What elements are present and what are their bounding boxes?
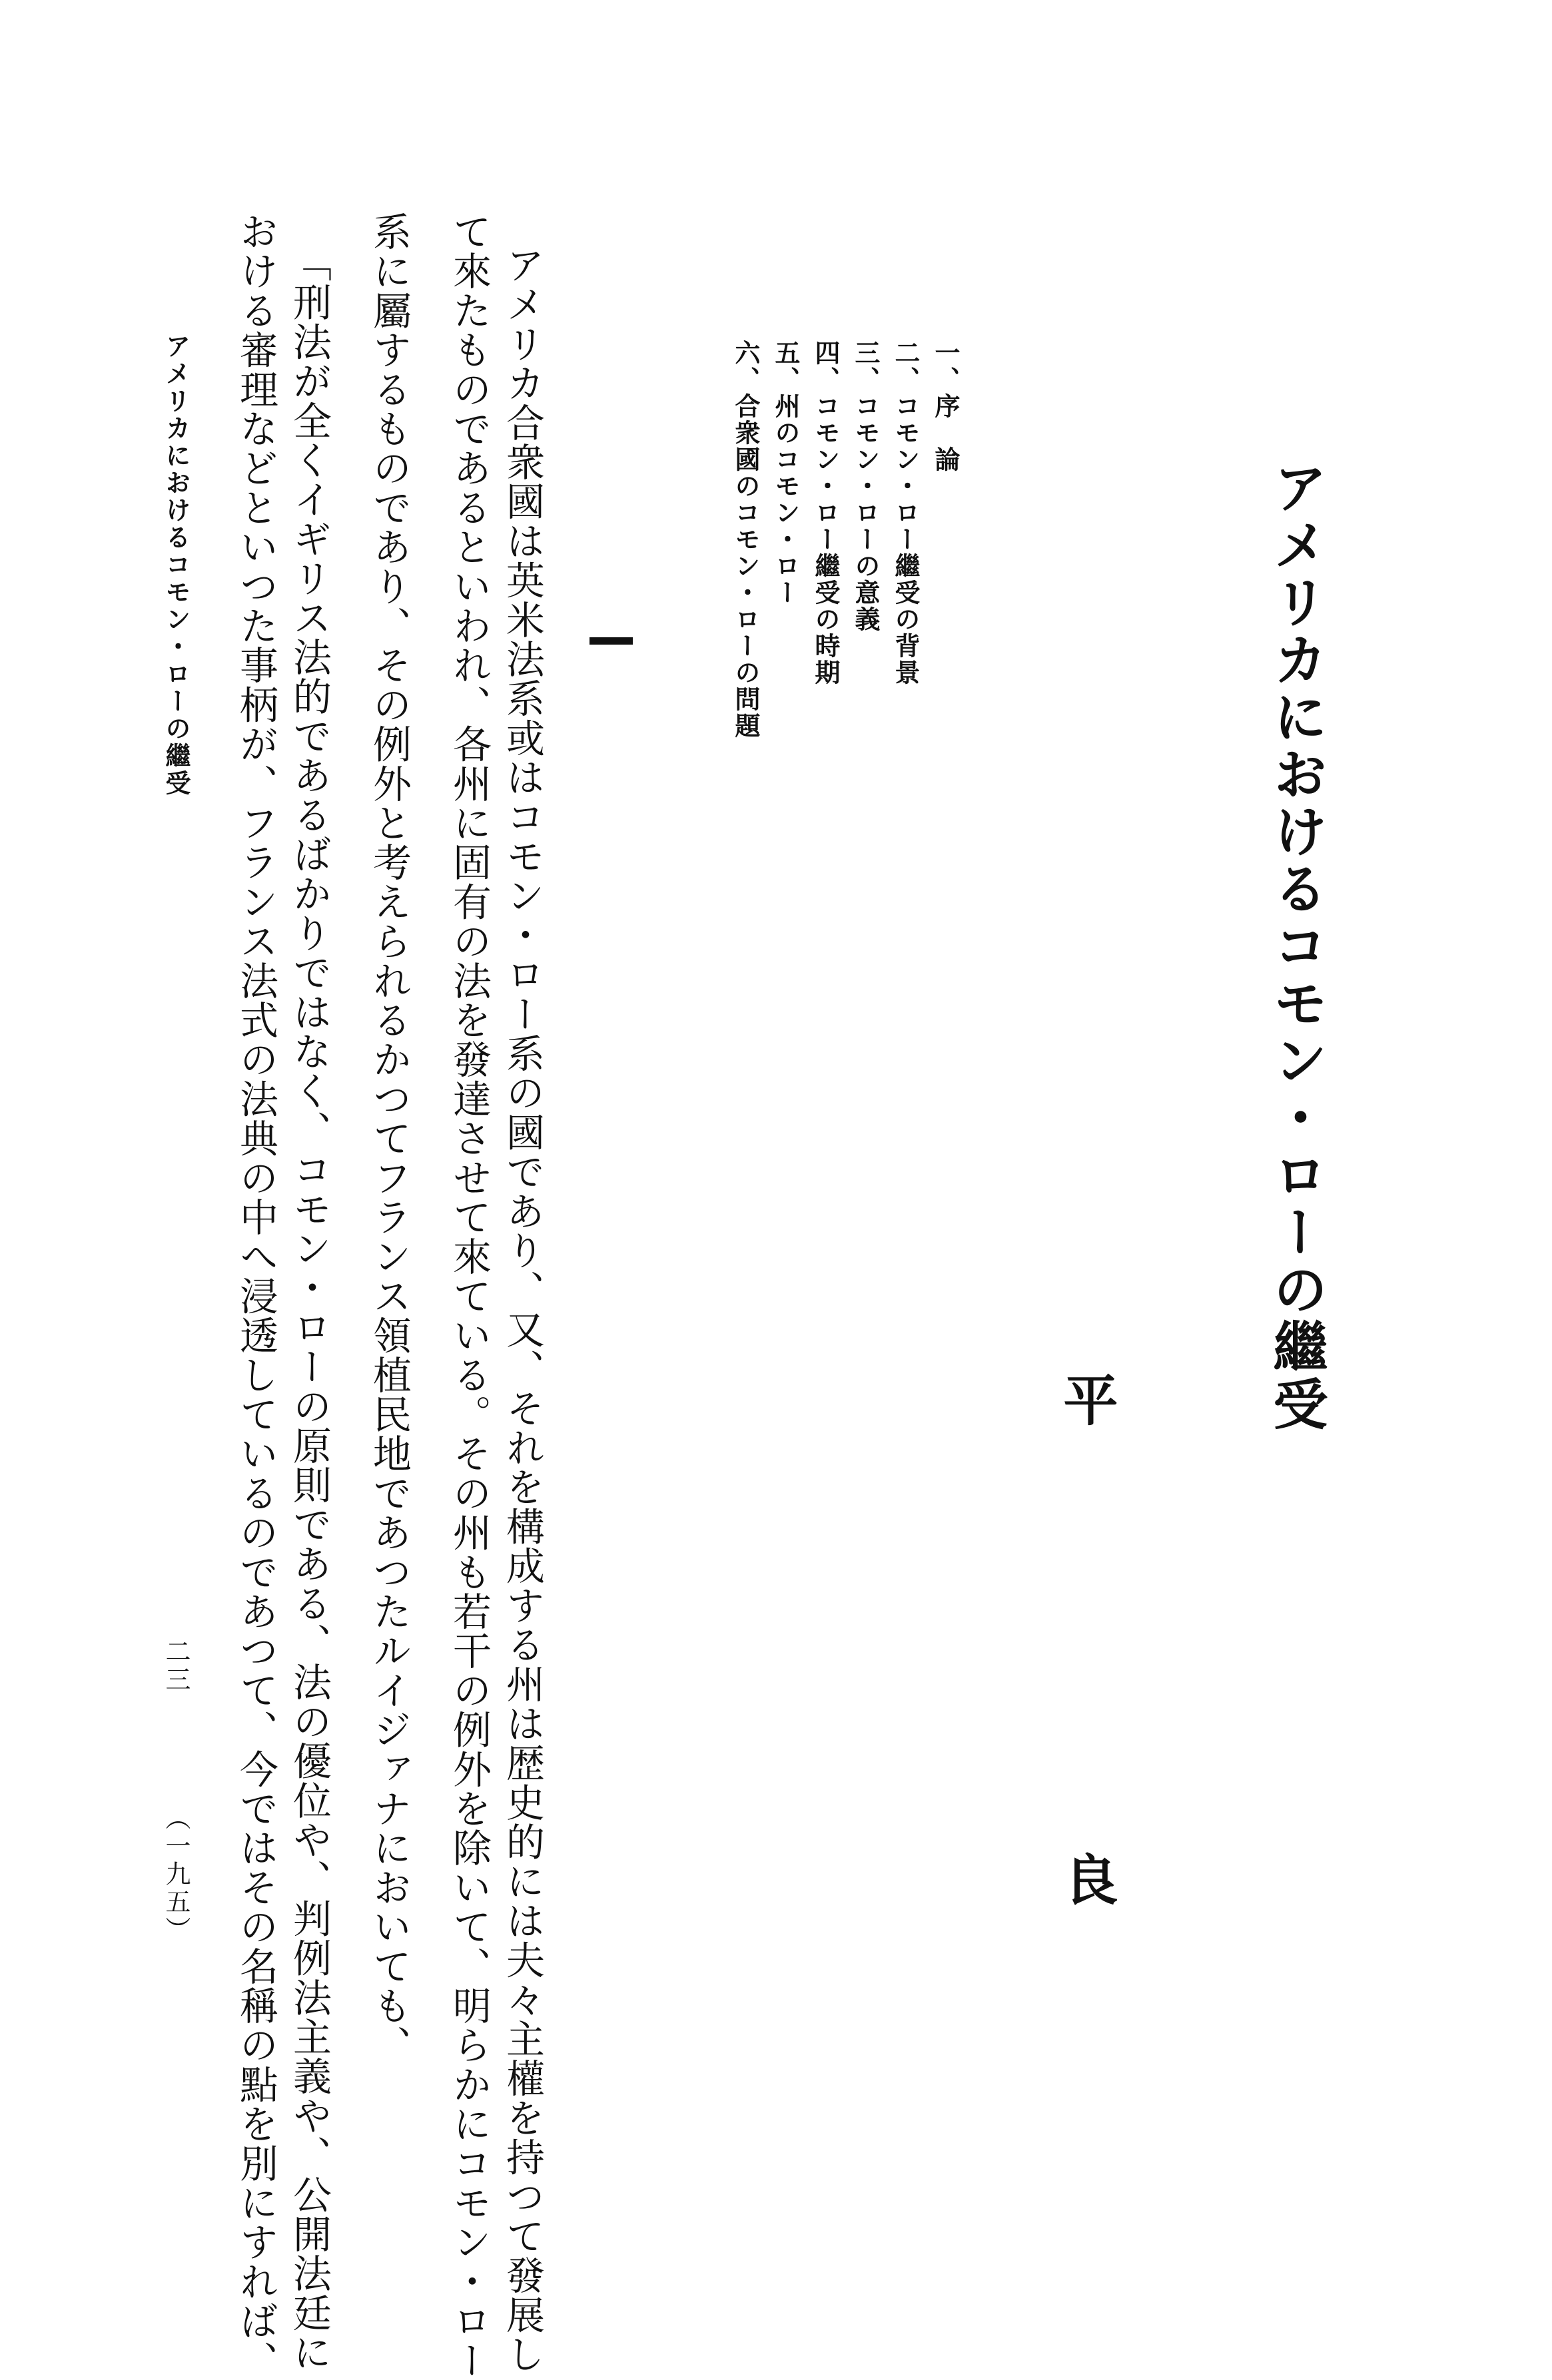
toc-item: 三、コモン・ローの意義 [851, 340, 881, 633]
body-line: 「刑法が全くイギリス法的であるばかりではなく、コモン・ローの原則である、法の優位や、判例法主義や、公開法廷に [286, 243, 332, 2372]
page-number-total: （一九五） [161, 1805, 191, 1944]
author-family-name: 平 [1054, 1372, 1118, 1426]
page-number: 二三 [161, 1638, 191, 1694]
toc-item: 二、コモン・ロー繼受の背景 [891, 340, 921, 686]
body-line: て來たものであるといわれ、各州に固有の法を發達させて來ている。その州も若干の例外を除いて、明らかにコモン・ロー [446, 212, 492, 2380]
toc-item: 五、州のコモン・ロー [771, 340, 801, 606]
toc-item: 六、合衆國のコモン・ローの問題 [731, 340, 761, 739]
body-line: アメリカ合衆國は英米法系或はコモン・ロー系の國であり、又、それを構成する州は歴史的には夫々主權を持つて發展し [500, 245, 545, 2374]
author-given-name: 良 [1054, 1851, 1118, 1906]
page-title: アメリカにおけるコモン・ローの繼受 [1264, 459, 1328, 1433]
section-number-one [589, 637, 633, 645]
toc-item: 一、序 論 [931, 340, 961, 473]
body-line: おける審理などといつた事柄が、フランス法式の法典の中へ浸透しているのであつて、今ではその名稱の點を別にすれば、 [233, 212, 278, 2380]
running-title: アメリカにおけるコモン・ローの繼受 [161, 333, 191, 797]
toc-item: 四、コモン・ロー繼受の時期 [811, 340, 841, 686]
body-line: 系に屬するものであり、その例外と考えられるかつてフランス領植民地であつたルイジァナにおいても、 [366, 212, 412, 2065]
